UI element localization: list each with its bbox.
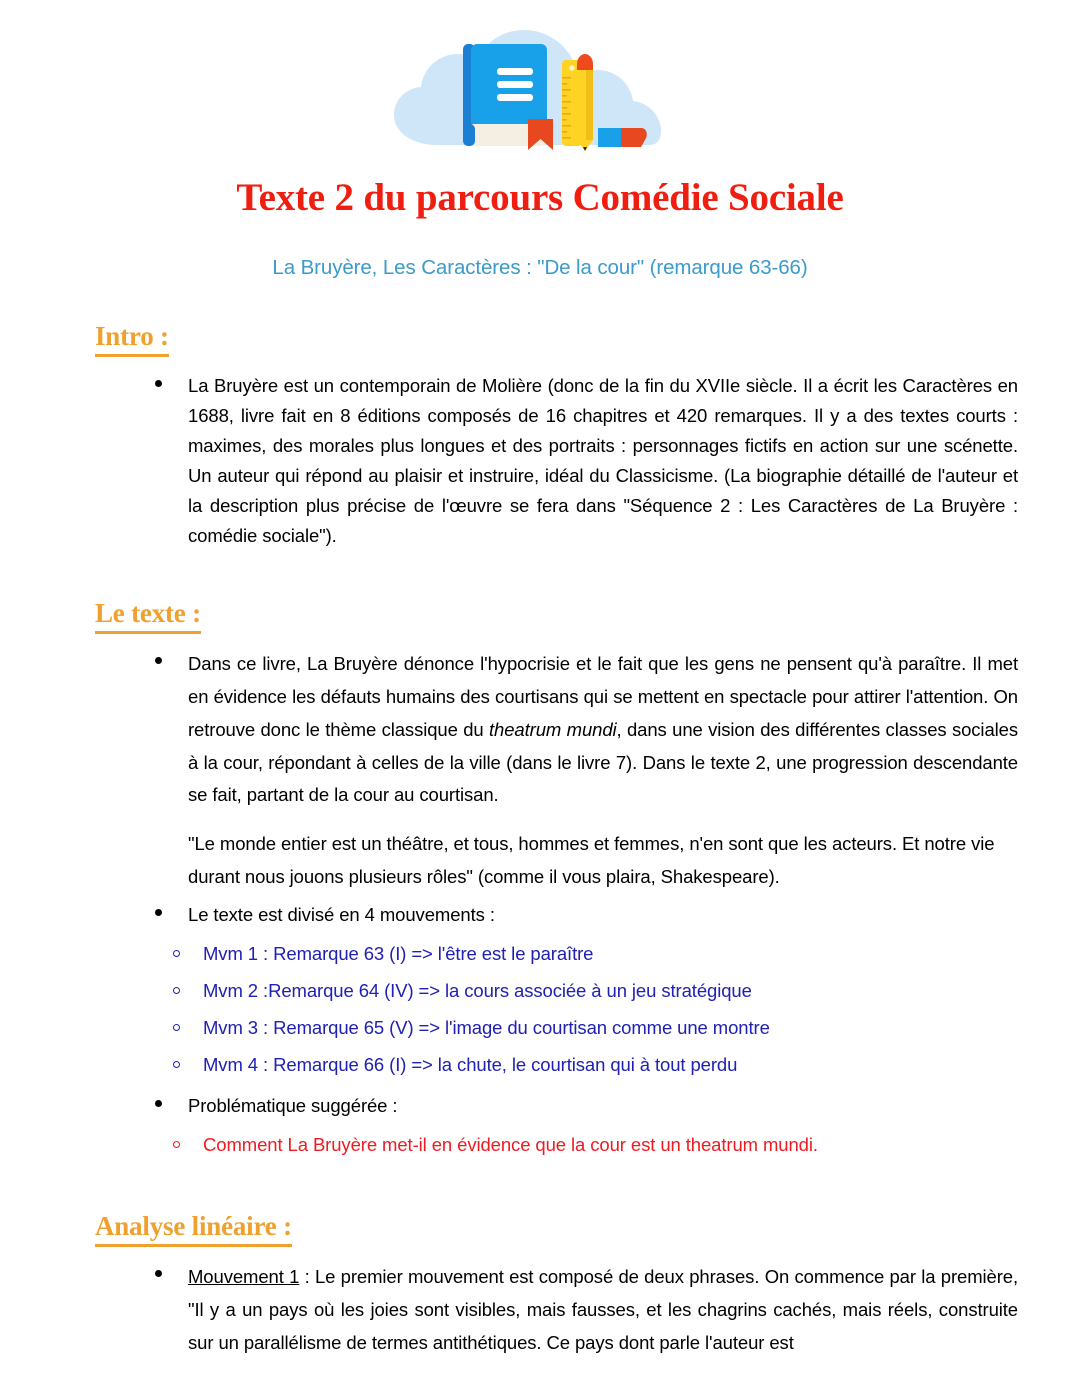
section-heading-le-texte: Le texte : bbox=[95, 597, 201, 634]
document-body bbox=[0, 280, 1080, 1359]
analyse-list bbox=[95, 1261, 1018, 1360]
theatrum-mundi-italic: theatrum mundi bbox=[489, 718, 617, 740]
eraser-shape bbox=[598, 128, 647, 147]
list-item bbox=[153, 648, 1018, 894]
paragraph-part-1: Dans ce livre, La Bruyère dénonce l'hypocrisie et le fait que les gens ne pensent qu'à paraître. Il met en évidence les défauts humains des courtisans qui se mettent en spectacle pour attirer l'attention. On retrouve donc le thème classique du bbox=[188, 652, 1018, 740]
pencil-shape bbox=[577, 54, 593, 151]
shakespeare-quote: "Le monde entier est un théâtre, et tous, hommes et femmes, n'en sont que les acteurs. Et notre vie durant nous jouons plusieurs rôles" (comme il vous plaira, Shakespeare). bbox=[188, 833, 995, 888]
problematique-list bbox=[95, 1091, 1018, 1121]
page-title: Texte 2 du parcours Comédie Sociale bbox=[236, 176, 844, 219]
list-item: Mvm 4 : Remarque 66 (I) => la chute, le courtisan qui à tout perdu bbox=[170, 1053, 1018, 1077]
book-ruler-pencil-eraser-icon bbox=[0, 0, 1080, 162]
section-intro bbox=[95, 280, 1018, 551]
mouvement-1-paragraph bbox=[188, 1261, 1018, 1360]
le-texte-paragraph bbox=[188, 648, 1018, 813]
intro-paragraph: La Bruyère est un contemporain de Molière (donc de la fin du XVIIe siècle. Il a écrit les Caractères en 1688, livre fait en 8 éditions composés de 16 chapitres et 420 remarques. Il y a des textes courts : maximes, des morales plus longues et des portraits : personnages fictifs en action sur une scénette. Un auteur qui répond au plaisir et instruire, idéal du Classicisme. (La biographie détaillé de l'auteur et la description plus précise de l'œuvre se fera dans "Séquence 2 : Les Caractères de La Bruyère : comédie sociale"). bbox=[188, 375, 1018, 547]
list-item bbox=[153, 1261, 1018, 1360]
problematique-question-list bbox=[95, 1133, 1018, 1157]
section-analyse-lineaire bbox=[95, 1170, 1018, 1360]
list-item: Mvm 1 : Remarque 63 (I) => l'être est le paraître bbox=[170, 942, 1018, 966]
section-heading-intro: Intro : bbox=[95, 320, 169, 357]
list-item: Mvm 2 :Remarque 64 (IV) => la cours associée à un jeu stratégique bbox=[170, 979, 1018, 1003]
page-subtitle: La Bruyère, Les Caractères : "De la cour" (remarque 63-66) bbox=[272, 255, 808, 279]
section-le-texte bbox=[95, 557, 1018, 1157]
mouvement-1-label: Mouvement 1 bbox=[188, 1266, 300, 1288]
list-item bbox=[153, 1091, 1018, 1121]
book-shape bbox=[463, 44, 553, 150]
paragraph-part-2: , dans une vision des différentes classes sociales à la cour, répondant à celles de la ville (dans le livre 7). Dans le texte 2, une progression descendante se fait, partant de la cour au courtisan. bbox=[188, 718, 1018, 806]
movements-list bbox=[95, 942, 1018, 1077]
list-item bbox=[153, 371, 1018, 551]
section-heading-analyse-lineaire: Analyse linéaire : bbox=[95, 1210, 292, 1247]
list-item: Mvm 3 : Remarque 65 (V) => l'image du courtisan comme une montre bbox=[170, 1016, 1018, 1040]
mouvements-intro-line: Le texte est divisé en 4 mouvements : bbox=[188, 904, 495, 926]
list-item: Comment La Bruyère met-il en évidence que la cour est un theatrum mundi. bbox=[170, 1133, 1018, 1157]
intro-list bbox=[95, 371, 1018, 551]
problematique-label: Problématique suggérée : bbox=[188, 1095, 398, 1117]
list-item bbox=[153, 900, 1018, 930]
header-illustration bbox=[0, 0, 1080, 162]
le-texte-list bbox=[95, 648, 1018, 930]
mouvement-1-text: : Le premier mouvement est composé de deux phrases. On commence par la première, "Il y a un pays où les joies sont visibles, mais fausses, et les chagrins cachés, mais réels, construite sur un parallélisme de termes antithétiques. Ce pays dont parle l'auteur est bbox=[188, 1266, 1019, 1353]
